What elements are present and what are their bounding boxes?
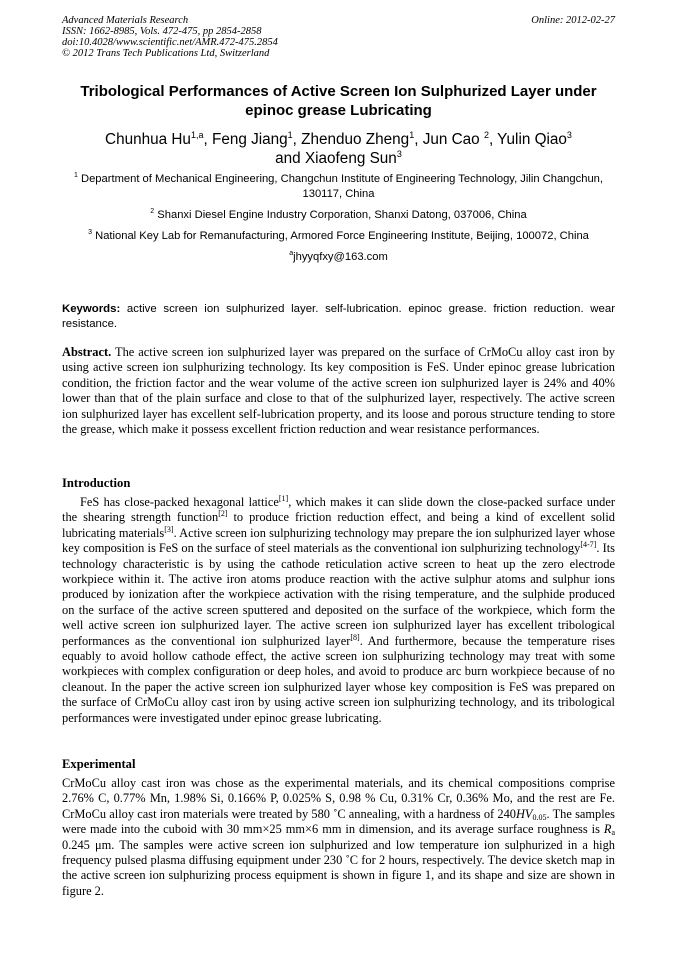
affiliation-mark: 3: [88, 229, 92, 236]
issn-line: ISSN: 1662-8985, Vols. 472-475, pp 2854-2858: [62, 26, 262, 37]
affiliation: [62, 229, 615, 244]
section-heading-introduction: Introduction: [62, 476, 131, 490]
hardness-symbol: HV: [515, 806, 533, 821]
section-heading-experimental: Experimental: [62, 757, 136, 771]
author-affil-mark: 1: [287, 130, 293, 140]
intro-text: . And furthermore, because the temperature rises equably to avoid hollow cathode effect, the active screen ion sulphurizing technology may treat with some workpieces with complex configuration or deep holes, and avoid to produce arc burn workpiece because of no cleanout. In the paper the active screen ion sulphurized layer whose key composition is FeS was prepared on the surface of CrMoCu alloy cast iron by using active screen ion sulphurizing technology, and its tribological performances were investigated under epinoc grease lubricating.: [62, 633, 615, 725]
affiliation-mark: 1: [73, 172, 78, 179]
affiliation: [62, 208, 615, 223]
keywords-label: Keywords:: [62, 303, 121, 315]
citation: [4-7]: [580, 540, 597, 550]
author-affil-mark: 1,a: [190, 130, 204, 140]
affiliation: [62, 172, 615, 202]
exp-text: CrMoCu alloy cast iron was chose as the experimental materials, and its chemical compositions comprise 2.76% C, 0.77% Mn, 1.98% Si, 0.166% P, 0.025% S, 0.98 % Cu, 0.31% Cr, 0.36% Mo, and the rest are Fe. CrMoCu alloy cast iron materials were treated by 580 ˚C annealing, with a hardness of 240: [62, 776, 615, 821]
email-text: jhyyqfxy@163.com: [293, 251, 388, 263]
author-affil-mark: 3: [566, 130, 572, 140]
affiliation-text: Department of Mechanical Engineering, Changchun Institute of Engineering Technology, Jilin Changchun, 130117, China: [77, 173, 603, 200]
author-name: and Xiaofeng Sun: [275, 150, 397, 167]
email-mark: a: [289, 250, 294, 257]
hardness-subscript: 0.05: [532, 812, 547, 822]
experimental-paragraph: [62, 776, 615, 899]
intro-text: to produce friction reduction effect, and being a kind of excellent solid lubricating materials: [62, 510, 615, 540]
author-affil-mark: 2: [483, 130, 489, 140]
abstract-text: The active screen ion sulphurized layer was prepared on the surface of CrMoCu alloy cast iron by using active screen ion sulphurizing technology. Its key composition is FeS. Under epinoc grease lubrication condition, the friction factor and the wear volume of the active screen ion sulphurized layer is 24% and 40% lower than that of the plain surface and close to that of the sulphurized layer, respectively. The active screen ion sulphurized layer has excellent self-lubrication property, and its loose and porous structure tending to store the grease, which make it possess excellent friction reduction and wear resistance performances.: [62, 345, 615, 437]
affiliation-mark: 2: [150, 208, 155, 215]
journal-name: Advanced Materials Research: [62, 15, 189, 26]
roughness-symbol: R: [603, 822, 612, 837]
keywords-text: active screen ion sulphurized layer. self-lubrication. epinoc grease. friction reduction. wear resistance.: [62, 303, 615, 330]
citation: [1]: [278, 494, 289, 503]
copyright-line: © 2012 Trans Tech Publications Ltd, Switzerland: [62, 48, 270, 59]
author-list: [62, 130, 615, 168]
citation: [2]: [218, 509, 228, 519]
online-date: Online: 2012-02-27: [531, 15, 615, 26]
author-name: , Feng Jiang: [203, 131, 288, 148]
abstract-label: Abstract.: [62, 345, 112, 359]
roughness-subscript: a: [611, 828, 615, 838]
author-name: , Yulin Qiao: [488, 131, 567, 148]
author-name: Chunhua Hu: [105, 131, 191, 148]
journal-header: [62, 15, 615, 59]
intro-text: , which makes it can slide down the close-packed surface under the shearing strength function: [62, 495, 616, 525]
exp-text: . The samples were made into the cuboid with 30 mm×25 mm×6 mm in dimension, and its average surface roughness is: [62, 806, 615, 837]
intro-text: . Active screen ion sulphurizing technology may prepare the ion sulphurized layer whose key composition is FeS on the surface of steel materials as the conventional ion sulphurizing technology: [62, 525, 615, 556]
author-affil-mark: 1: [409, 130, 415, 140]
author-name: , Jun Cao: [414, 131, 484, 148]
intro-text: . Its technology characteristic is by using the cathode reticulation active screen to heat up the zero electrode workpiece within it. The active iron atoms produce reaction with the active sulphur atoms and sulphur ions produced by ionization after the workpiece activation with the rising temperature, and the sulphide produced on the surface of the active screen sputtered and deposited on the surface of the workpiece, which form the well active screen ion sulphurized layer. The active screen ion sulphurized layer has excellent tribological performances as the conventional ion sulphurized layer: [62, 541, 615, 648]
keywords: [62, 302, 615, 331]
paper-title: Tribological Performances of Active Screen Ion Sulphurized Layer under epinoc grease Lubricating: [80, 83, 597, 119]
affiliation-text: National Key Lab for Remanufacturing, Armored Force Engineering Institute, Beijing, 100072, China: [92, 230, 589, 242]
doi-line: doi:10.4028/www.scientific.net/AMR.472-475.2854: [62, 37, 278, 48]
abstract: [62, 345, 615, 437]
introduction-paragraph: [62, 495, 615, 726]
affiliation-list: [62, 172, 615, 271]
citation: [8]: [350, 632, 360, 642]
affiliation-text: Shanxi Diesel Engine Industry Corporation, Shanxi Datong, 037006, China: [154, 209, 527, 221]
author-name: , Zhenduo Zheng: [292, 131, 410, 148]
citation: [3]: [164, 524, 174, 534]
intro-text: FeS has close-packed hexagonal lattice: [80, 495, 279, 509]
author-affil-mark: 3: [396, 149, 402, 159]
exp-text: 0.245 μm. The samples were active screen ion sulphurized and low temperature ion sulphurized in a high frequency pulsed plasma diffusing equipment under 230 ˚C for 2 hours, respectively. The device sketch map in the active screen ion sulphurizing process equipment is shown in figure 1, and its shape and size are shown in figure 2.: [62, 837, 615, 898]
corresponding-email: [62, 250, 615, 265]
